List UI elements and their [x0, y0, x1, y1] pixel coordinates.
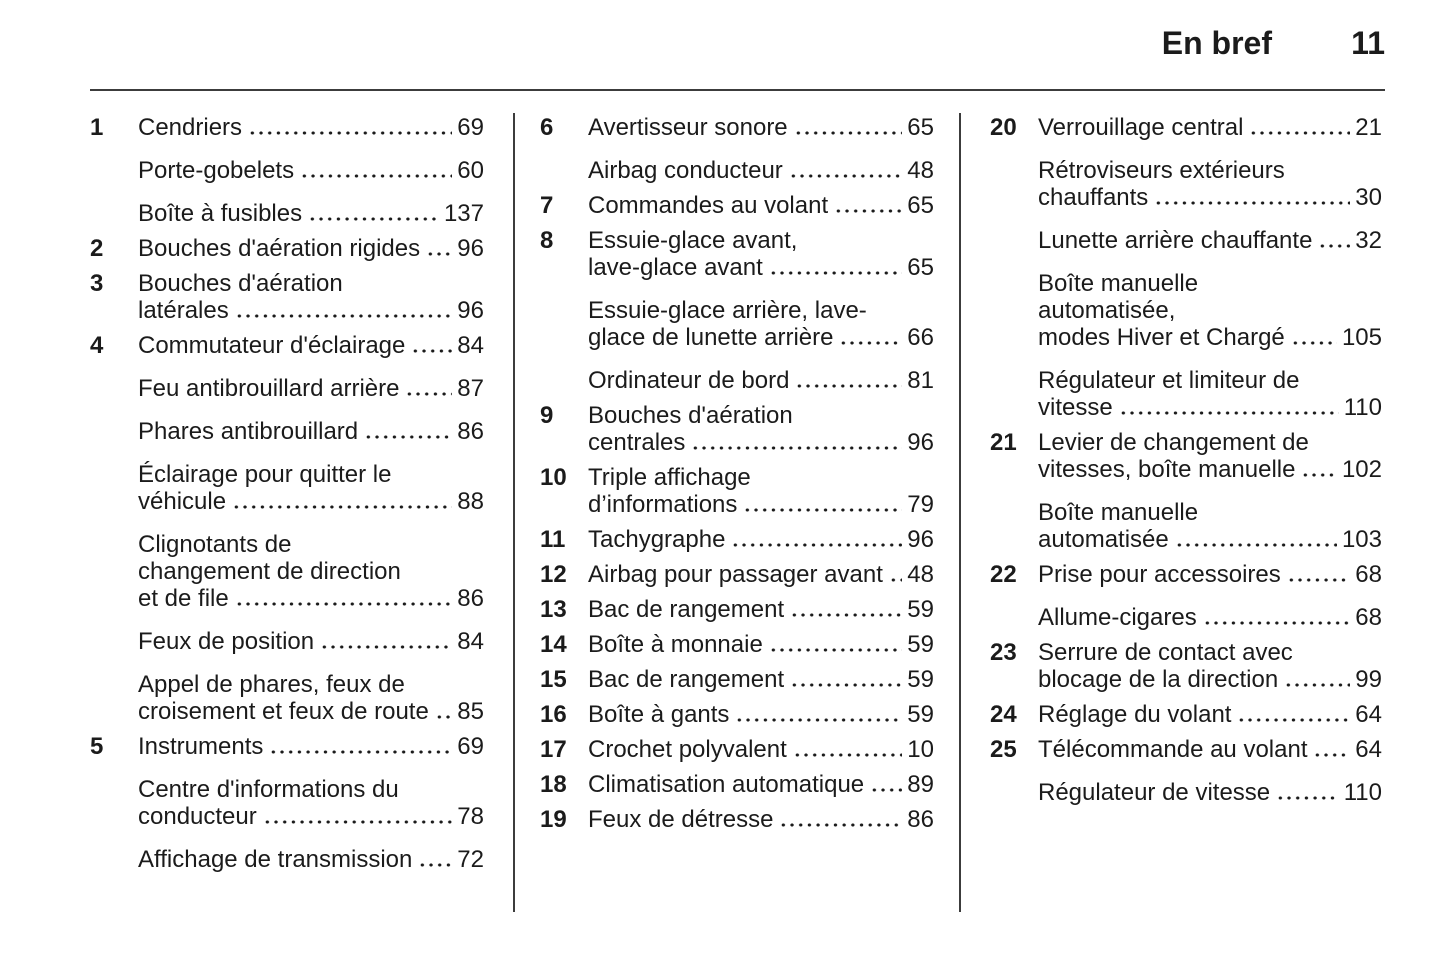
entry-number: 5 [90, 733, 104, 760]
dot-leader [364, 431, 452, 439]
toc-entry [540, 114, 934, 141]
entry-label: conducteur [138, 803, 257, 830]
toc-entry [990, 604, 1382, 631]
entry-page-number: 59 [907, 666, 934, 693]
entry-number: 8 [540, 227, 554, 254]
dot-leader [435, 711, 452, 719]
entry-page-number: 99 [1355, 666, 1382, 693]
dot-leader [731, 539, 902, 547]
entry-page-number: 65 [907, 114, 934, 141]
toc-entry [90, 671, 484, 725]
entry-page-number: 137 [443, 200, 484, 227]
entry-page-number: 110 [1343, 779, 1382, 806]
entry-page-number: 69 [457, 733, 484, 760]
toc-entry [990, 429, 1382, 483]
toc-column-3 [990, 114, 1382, 806]
entry-label: Ordinateur de bord [588, 367, 790, 394]
entry-page-number: 68 [1355, 561, 1382, 588]
toc-entry [90, 776, 484, 830]
entry-page-number: 72 [457, 846, 484, 873]
entry-label-line: Serrure de contact avec [1038, 639, 1293, 666]
entry-label-line: automatisée, [1038, 297, 1176, 324]
entry-page-number: 103 [1341, 526, 1382, 553]
entry-number [990, 499, 1038, 553]
entry-label: Bac de rangement [588, 666, 785, 693]
dot-leader [795, 380, 902, 388]
entry-number: 2 [90, 235, 104, 262]
column-divider [959, 113, 961, 912]
entry-label-line: Essuie-glace avant, [588, 227, 798, 254]
header-rule [90, 89, 1385, 91]
dot-leader [235, 310, 453, 318]
entry-number: 10 [540, 464, 567, 491]
entry-label: Allume-cigares [1038, 604, 1197, 631]
toc-entry [540, 464, 934, 518]
toc-entry [990, 639, 1382, 693]
toc-entry [990, 367, 1382, 421]
toc-entry [540, 192, 934, 219]
entry-number [990, 604, 1038, 631]
entry-label: Porte-gobelets [138, 157, 295, 184]
entry-label: Boîte à fusibles [138, 200, 303, 227]
toc-entry [540, 367, 934, 394]
entry-page-number: 96 [907, 429, 934, 456]
entry-page-number: 64 [1355, 736, 1382, 763]
entry-label-line: Éclairage pour quitter le [138, 461, 392, 488]
entry-label: Instruments [138, 733, 264, 760]
entry-label-line: Boîte manuelle [1038, 499, 1199, 526]
entry-page-number: 85 [457, 698, 484, 725]
entry-number: 14 [540, 631, 567, 658]
entry-label: Réglage du volant [1038, 701, 1232, 728]
entry-number: 25 [990, 736, 1017, 763]
toc-entry [540, 157, 934, 184]
toc-entry [540, 736, 934, 763]
entry-label: Commutateur d'éclairage [138, 332, 406, 359]
toc-entry [540, 227, 934, 281]
entry-label: latérales [138, 297, 229, 324]
toc-entry [90, 846, 484, 873]
dot-leader [1249, 127, 1350, 135]
entry-label: vitesses, boîte manuelle [1038, 456, 1296, 483]
toc-entry [540, 631, 934, 658]
entry-number: 24 [990, 701, 1017, 728]
toc-entry [540, 561, 934, 588]
entry-number: 12 [540, 561, 567, 588]
entry-label: d’informations [588, 491, 738, 518]
dot-leader [769, 644, 903, 652]
entry-number [90, 418, 138, 445]
entry-label-line: Bouches d'aération [138, 270, 343, 297]
toc-entry [990, 701, 1382, 728]
dot-leader [248, 127, 452, 135]
dot-leader [794, 127, 903, 135]
page-number: 11 [1351, 25, 1385, 61]
dot-leader [1291, 337, 1337, 345]
entry-page-number: 96 [457, 297, 484, 324]
entry-page-number: 110 [1343, 394, 1382, 421]
entry-number: 15 [540, 666, 567, 693]
entry-number: 7 [540, 192, 554, 219]
entry-page-number: 10 [907, 736, 934, 763]
entry-page-number: 78 [457, 803, 484, 830]
entry-label: blocage de la direction [1038, 666, 1279, 693]
dot-leader [790, 679, 902, 687]
toc-entry [990, 227, 1382, 254]
entry-label-line: Clignotants de [138, 531, 292, 558]
entry-label: Feu antibrouillard arrière [138, 375, 400, 402]
dot-leader [1203, 617, 1351, 625]
dot-leader [1313, 749, 1350, 757]
entry-page-number: 64 [1355, 701, 1382, 728]
entry-number [90, 157, 138, 184]
entry-page-number: 88 [457, 488, 484, 515]
entry-number: 16 [540, 701, 567, 728]
dot-leader [1301, 469, 1336, 477]
entry-number: 4 [90, 332, 104, 359]
toc-entry [540, 402, 934, 456]
entry-number [90, 531, 138, 612]
entry-page-number: 105 [1341, 324, 1382, 351]
toc-entry [540, 666, 934, 693]
entry-page-number: 84 [457, 628, 484, 655]
entry-number [90, 375, 138, 402]
dot-leader [691, 442, 902, 450]
dot-leader [232, 501, 452, 509]
entry-label: Crochet polyvalent [588, 736, 787, 763]
dot-leader [1276, 792, 1339, 800]
entry-label-line: Bouches d'aération [588, 402, 793, 429]
entry-label: Boîte à monnaie [588, 631, 763, 658]
toc-column-1 [90, 114, 484, 873]
dot-leader [1119, 407, 1339, 415]
toc-entry [540, 297, 934, 351]
dot-leader [743, 504, 902, 512]
entry-page-number: 66 [907, 324, 934, 351]
entry-number: 9 [540, 402, 554, 429]
entry-label: Feux de détresse [588, 806, 774, 833]
dot-leader [263, 816, 453, 824]
entry-page-number: 59 [907, 596, 934, 623]
entry-number: 18 [540, 771, 567, 798]
dot-leader [779, 819, 902, 827]
dot-leader [1154, 197, 1350, 205]
entry-label: et de file [138, 585, 229, 612]
entry-page-number: 96 [907, 526, 934, 553]
entry-number [990, 270, 1038, 351]
entry-label-line: Régulateur et limiteur de [1038, 367, 1300, 394]
page-title: En bref [1161, 25, 1272, 61]
entry-label: Cendriers [138, 114, 243, 141]
entry-label: Lunette arrière chauffante [1038, 227, 1313, 254]
entry-number [90, 671, 138, 725]
entry-page-number: 79 [907, 491, 934, 518]
entry-number [90, 461, 138, 515]
dot-leader [269, 746, 452, 754]
entry-page-number: 21 [1355, 114, 1382, 141]
entry-label: Régulateur de vitesse [1038, 779, 1271, 806]
dot-leader [300, 170, 452, 178]
dot-leader [735, 714, 902, 722]
entry-label: Tachygraphe [588, 526, 726, 553]
entry-number: 20 [990, 114, 1017, 141]
dot-leader [839, 337, 902, 345]
entry-label: Bouches d'aération rigides [138, 235, 421, 262]
toc-entry [90, 270, 484, 324]
entry-page-number: 30 [1355, 184, 1382, 211]
dot-leader [405, 388, 452, 396]
entry-label-line: Levier de changement de [1038, 429, 1309, 456]
entry-label: Boîte à gants [588, 701, 730, 728]
entry-number [90, 200, 138, 227]
entry-page-number: 89 [907, 771, 934, 798]
entry-label: centrales [588, 429, 686, 456]
dot-leader [418, 859, 452, 867]
entry-page-number: 87 [457, 375, 484, 402]
entry-page-number: 102 [1341, 456, 1382, 483]
entry-number [540, 367, 588, 394]
entry-number [990, 367, 1038, 421]
entry-number: 6 [540, 114, 554, 141]
column-divider [513, 113, 515, 912]
entry-page-number: 60 [457, 157, 484, 184]
entry-page-number: 32 [1355, 227, 1382, 254]
entry-label: Bac de rangement [588, 596, 785, 623]
entry-number [990, 227, 1038, 254]
entry-page-number: 48 [907, 561, 934, 588]
dot-leader [790, 609, 902, 617]
dot-leader [308, 213, 439, 221]
entry-label: Avertisseur sonore [588, 114, 788, 141]
entry-page-number: 65 [907, 192, 934, 219]
dot-leader [411, 345, 452, 353]
toc-entry [90, 628, 484, 655]
entry-number [90, 846, 138, 873]
toc-entry [540, 596, 934, 623]
entry-number [540, 157, 588, 184]
dot-leader [1237, 714, 1350, 722]
dot-leader [1284, 679, 1350, 687]
entry-number: 1 [90, 114, 104, 141]
entry-number: 17 [540, 736, 567, 763]
toc-entry [90, 418, 484, 445]
dot-leader [789, 170, 903, 178]
entry-label: croisement et feux de route [138, 698, 429, 725]
dot-leader [1175, 539, 1337, 547]
dot-leader [889, 574, 902, 582]
toc-entry [90, 531, 484, 612]
entry-number: 13 [540, 596, 567, 623]
entry-label: chauffants [1038, 184, 1149, 211]
entry-label: glace de lunette arrière [588, 324, 834, 351]
entry-label: Affichage de transmission [138, 846, 413, 873]
toc-entry [90, 461, 484, 515]
entry-label-line: Centre d'informations du [138, 776, 399, 803]
toc-entry [990, 114, 1382, 141]
entry-number: 23 [990, 639, 1017, 666]
toc-entry [90, 114, 484, 141]
toc-entry [540, 701, 934, 728]
entry-label: Verrouillage central [1038, 114, 1244, 141]
entry-label: Feux de position [138, 628, 315, 655]
entry-label-line: Appel de phares, feux de [138, 671, 405, 698]
toc-entry [540, 771, 934, 798]
entry-label: vitesse [1038, 394, 1113, 421]
entry-label: Prise pour accessoires [1038, 561, 1281, 588]
toc-entry [990, 270, 1382, 351]
entry-number: 21 [990, 429, 1017, 456]
toc-entry [90, 157, 484, 184]
entry-number [540, 297, 588, 351]
toc-entry [990, 561, 1382, 588]
entry-number: 11 [540, 526, 566, 553]
entry-label: véhicule [138, 488, 227, 515]
entry-label-line: Rétroviseurs extérieurs [1038, 157, 1285, 184]
entry-label-line: changement de direction [138, 558, 401, 585]
toc-entry [90, 375, 484, 402]
entry-number: 22 [990, 561, 1017, 588]
toc-entry [990, 499, 1382, 553]
entry-label: modes Hiver et Chargé [1038, 324, 1285, 351]
entry-page-number: 69 [457, 114, 484, 141]
entry-number [90, 776, 138, 830]
entry-number: 3 [90, 270, 104, 297]
entry-label: lave-glace avant [588, 254, 763, 281]
entry-label: Airbag conducteur [588, 157, 783, 184]
entry-label: Climatisation automatique [588, 771, 865, 798]
dot-leader [769, 267, 903, 275]
toc-entry [540, 526, 934, 553]
entry-number [990, 157, 1038, 211]
dot-leader [870, 784, 902, 792]
toc-entry [540, 806, 934, 833]
entry-number [990, 779, 1038, 806]
toc-entry [90, 235, 484, 262]
toc-entry [90, 733, 484, 760]
entry-label-line: Boîte manuelle [1038, 270, 1199, 297]
dot-leader [426, 248, 452, 256]
entry-label: Télécommande au volant [1038, 736, 1308, 763]
dot-leader [1318, 240, 1350, 248]
entry-page-number: 68 [1355, 604, 1382, 631]
dot-leader [1287, 574, 1351, 582]
entry-label: automatisée [1038, 526, 1169, 553]
entry-label-line: Essuie-glace arrière, lave- [588, 297, 867, 324]
entry-page-number: 48 [907, 157, 934, 184]
toc-entry [990, 736, 1382, 763]
toc-entry [990, 779, 1382, 806]
entry-page-number: 65 [907, 254, 934, 281]
entry-page-number: 86 [457, 418, 484, 445]
entry-page-number: 84 [457, 332, 484, 359]
entry-label: Phares antibrouillard [138, 418, 359, 445]
entry-page-number: 81 [907, 367, 934, 394]
entry-page-number: 86 [907, 806, 934, 833]
entry-number: 19 [540, 806, 567, 833]
dot-leader [834, 205, 902, 213]
dot-leader [235, 598, 453, 606]
toc-entry [90, 200, 484, 227]
entry-label: Airbag pour passager avant [588, 561, 883, 588]
dot-leader [320, 641, 452, 649]
entry-number [90, 628, 138, 655]
entry-label-line: Triple affichage [588, 464, 751, 491]
entry-page-number: 96 [457, 235, 484, 262]
entry-label: Commandes au volant [588, 192, 829, 219]
toc-entry [990, 157, 1382, 211]
toc-column-2 [540, 114, 934, 833]
dot-leader [793, 749, 903, 757]
entry-page-number: 59 [907, 631, 934, 658]
toc-entry [90, 332, 484, 359]
entry-page-number: 59 [907, 701, 934, 728]
entry-page-number: 86 [457, 585, 484, 612]
